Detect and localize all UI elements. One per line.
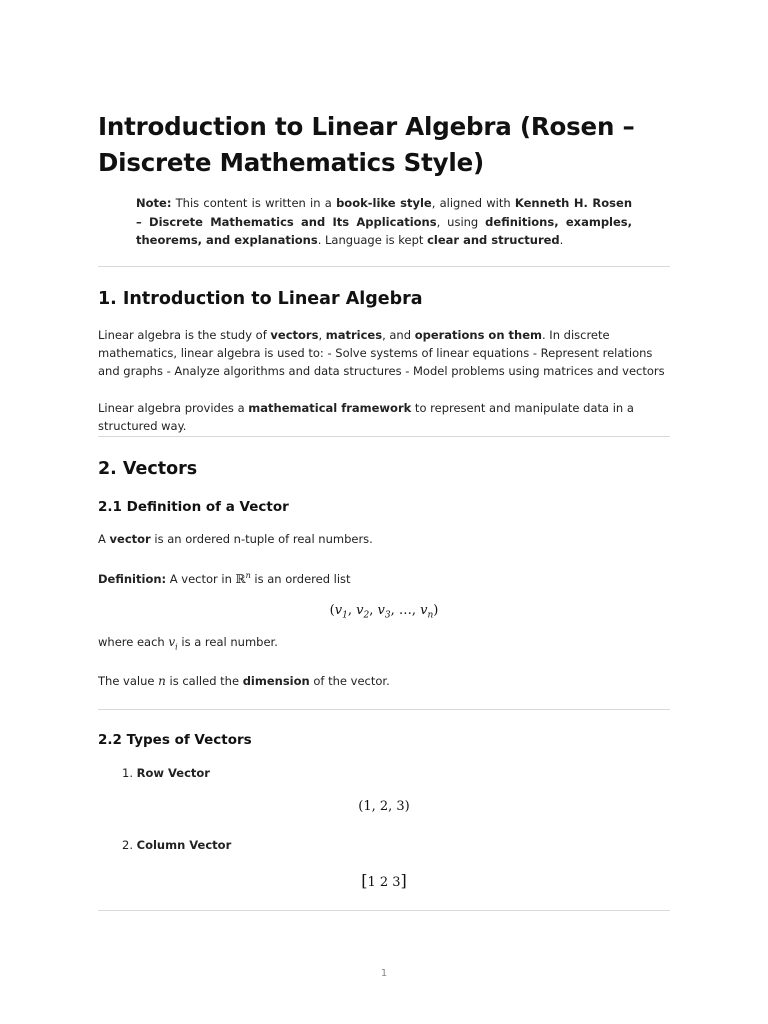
text: , <box>318 328 326 342</box>
section-heading-2: 2. Vectors <box>98 459 198 479</box>
math-var: v <box>168 635 176 649</box>
real-number-paragraph <box>98 633 670 656</box>
note-label: Note: <box>136 196 172 210</box>
text: . In discrete mathematics, linear algebra is used to: - Solve systems of linear equations - Represent relations and graphs - Analyze algorithms and data structures - Model problems using matrices and vectors <box>98 328 665 378</box>
math-superscript: n <box>245 571 251 580</box>
note-bold: definitions, examples, theorems, and explanations <box>136 214 633 247</box>
math-sub: n <box>427 610 434 621</box>
math-inline <box>236 572 251 586</box>
note-text: , using <box>436 214 486 229</box>
text: Linear algebra is the study of <box>98 328 271 342</box>
bold-text: operations on them <box>414 328 542 342</box>
text: The value <box>98 674 159 688</box>
note-text: . Language is kept <box>317 233 428 247</box>
math-subscript: i <box>175 642 178 652</box>
math-sep: , <box>390 603 399 618</box>
text: A vector in <box>166 572 236 586</box>
list-item <box>122 836 231 854</box>
math-paren: ( <box>329 603 335 618</box>
row-vector-math: (1, 2, 3) <box>358 799 410 814</box>
bold-text: vector <box>109 532 151 546</box>
dimension-paragraph <box>98 672 670 690</box>
list-item <box>122 764 210 782</box>
text: Linear algebra provides a <box>98 401 249 415</box>
note-paragraph <box>136 194 632 250</box>
text: is an ordered list <box>250 572 351 586</box>
text: A <box>98 532 110 546</box>
page-number: 1 <box>380 968 388 979</box>
framework-paragraph <box>98 399 670 435</box>
note-text: This content is written in a <box>171 196 337 210</box>
math-paren: ) <box>433 603 439 618</box>
math-var: v <box>420 603 428 618</box>
note-text: , aligned with <box>431 196 515 210</box>
list-number: 2. <box>122 838 133 852</box>
math-sub: 2 <box>363 610 370 621</box>
math-dots: … <box>398 603 412 618</box>
column-vector-math <box>98 871 670 890</box>
text: where each <box>98 635 169 649</box>
list-number: 1. <box>122 766 133 780</box>
math-sub: 1 <box>342 610 348 621</box>
subsection-heading-2-2: 2.2 Types of Vectors <box>98 732 252 748</box>
text: of the vector. <box>309 674 390 688</box>
math-bracket: [ <box>361 871 368 890</box>
vector-paragraph <box>98 530 670 548</box>
math-sep: , <box>411 603 421 618</box>
math-bracket: ] <box>400 871 407 890</box>
math-sub: 3 <box>384 610 391 621</box>
math-sep: , <box>347 603 357 618</box>
intro-paragraph <box>98 326 670 380</box>
note-bold: clear and structured <box>427 233 560 247</box>
text: to represent and manipulate data in a structured way. <box>98 401 634 433</box>
note-bold: book-like style <box>336 196 432 210</box>
note-text: . <box>559 233 564 247</box>
math-var: n <box>158 674 166 688</box>
text: is an ordered n-tuple of real numbers. <box>150 532 373 546</box>
section-divider <box>98 436 670 437</box>
bold-text: matrices <box>325 328 383 342</box>
text: , and <box>382 328 415 342</box>
math-var: v <box>356 603 364 618</box>
math-var: v <box>334 603 343 618</box>
text: is a real number. <box>177 635 278 649</box>
bold-text: Definition: <box>98 572 167 586</box>
list-label: Column Vector <box>136 838 232 852</box>
math-var: v <box>377 603 385 618</box>
vector-display-math <box>98 603 670 621</box>
math-inline <box>168 635 178 652</box>
text: is called the <box>165 674 243 688</box>
bold-text: dimension <box>242 674 310 688</box>
section-divider <box>98 266 670 267</box>
list-label: Row Vector <box>136 766 210 780</box>
bold-text: vectors <box>270 328 319 342</box>
subsection-heading-2-1: 2.1 Definition of a Vector <box>98 499 289 515</box>
math-sep: , <box>369 603 378 618</box>
math-body: 1 2 3 <box>367 875 401 890</box>
section-divider <box>98 709 670 710</box>
document-title: Introduction to Linear Algebra (Rosen – Discrete Mathematics Style) <box>98 112 635 177</box>
definition-paragraph <box>98 567 670 588</box>
note-bold: Kenneth H. Rosen – Discrete Mathematics and Its Applications <box>136 196 633 229</box>
math-symbol: ℝ <box>235 572 246 586</box>
bold-text: mathematical framework <box>248 401 412 415</box>
section-divider <box>98 910 670 911</box>
section-heading-1: 1. Introduction to Linear Algebra <box>98 289 423 309</box>
